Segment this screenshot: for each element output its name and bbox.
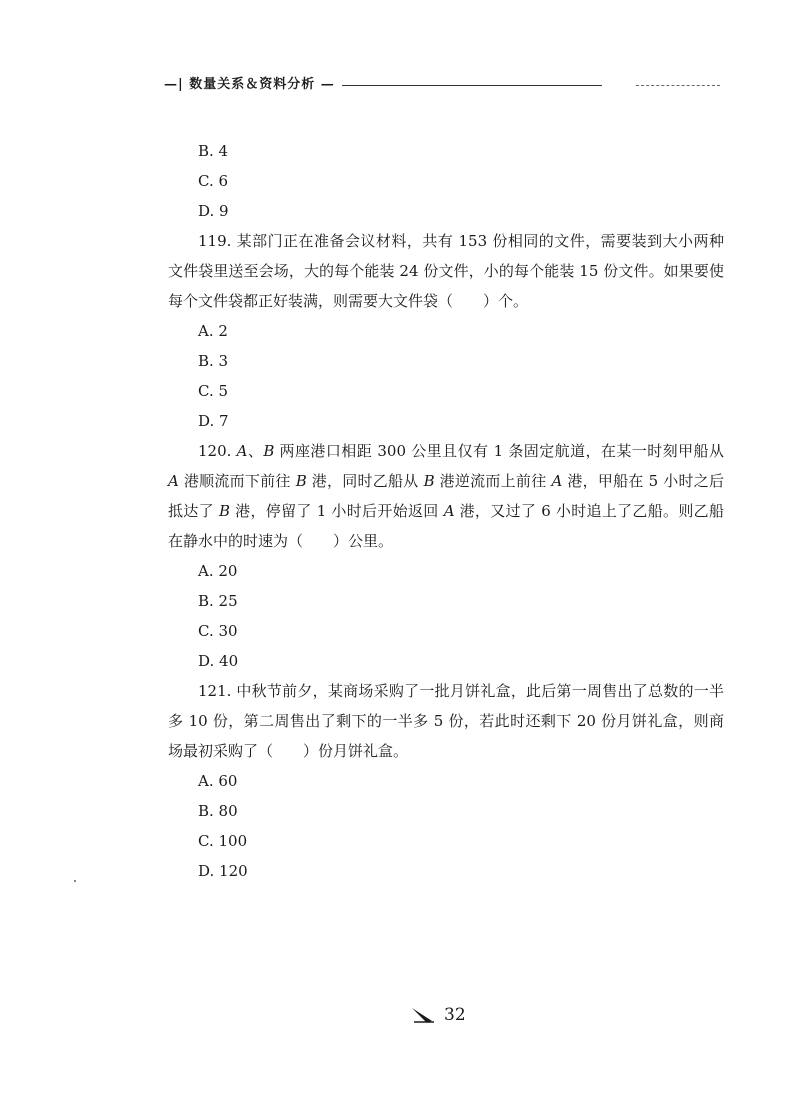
- scan-speck: [74, 880, 76, 882]
- option-d: D. 9: [198, 202, 229, 220]
- running-header: [164, 76, 720, 96]
- option-c: C. 5: [198, 382, 229, 400]
- option-b: B. 4: [198, 142, 229, 160]
- section-title: —| 数量关系＆资料分析 —: [164, 77, 335, 92]
- header-rule-dashed: [636, 85, 720, 86]
- option-a: A. 60: [198, 772, 238, 790]
- question-text: 119. 某部门正在准备会议材料，共有 153 份相同的文件，需要装到大小两种文件袋里送至会场，大的每个能装 24 份文件，小的每个能装 15 份文件。如果要使每个文件袋都正好装满，则需要大文件袋（ ）个。: [168, 232, 724, 310]
- header-rule: [342, 85, 602, 86]
- option-c: C. 6: [198, 172, 229, 190]
- option-d: D. 40: [198, 652, 239, 670]
- option-a: A. 2: [198, 322, 228, 340]
- page-number: 32: [444, 1005, 466, 1025]
- option-b: B. 80: [198, 802, 238, 820]
- question-120: [168, 436, 724, 676]
- option-c: C. 30: [198, 622, 238, 640]
- question-121: [168, 676, 724, 886]
- question-119: [168, 226, 724, 436]
- option-d: D. 7: [198, 412, 229, 430]
- question-text: 121. 中秋节前夕，某商场采购了一批月饼礼盒，此后第一周售出了总数的一半多 10 份，第二周售出了剩下的一半多 5 份，若此时还剩下 20 份月饼礼盒，则商场最初采购了（ ）份月饼礼盒。: [168, 682, 724, 760]
- page-footer: [410, 1004, 466, 1026]
- option-b: B. 3: [198, 352, 229, 370]
- option-c: C. 100: [198, 832, 248, 850]
- page-content: [168, 136, 724, 886]
- option-b: B. 25: [198, 592, 238, 610]
- option-a: A. 20: [198, 562, 238, 580]
- feather-pen-icon: [410, 1006, 436, 1024]
- option-d: D. 120: [198, 862, 248, 880]
- question-text: 120. A、B 两座港口相距 300 公里且仅有 1 条固定航道，在某一时刻甲船从 A 港顺流而下前往 B 港，同时乙船从 B 港逆流而上前往 A 港，甲船在 5 小时之后抵达了 B 港，停留了 1 小时后开始返回 A 港，又过了 6 小时追上了乙船。则乙船在静水中的时速为（ ）公里。: [168, 442, 724, 550]
